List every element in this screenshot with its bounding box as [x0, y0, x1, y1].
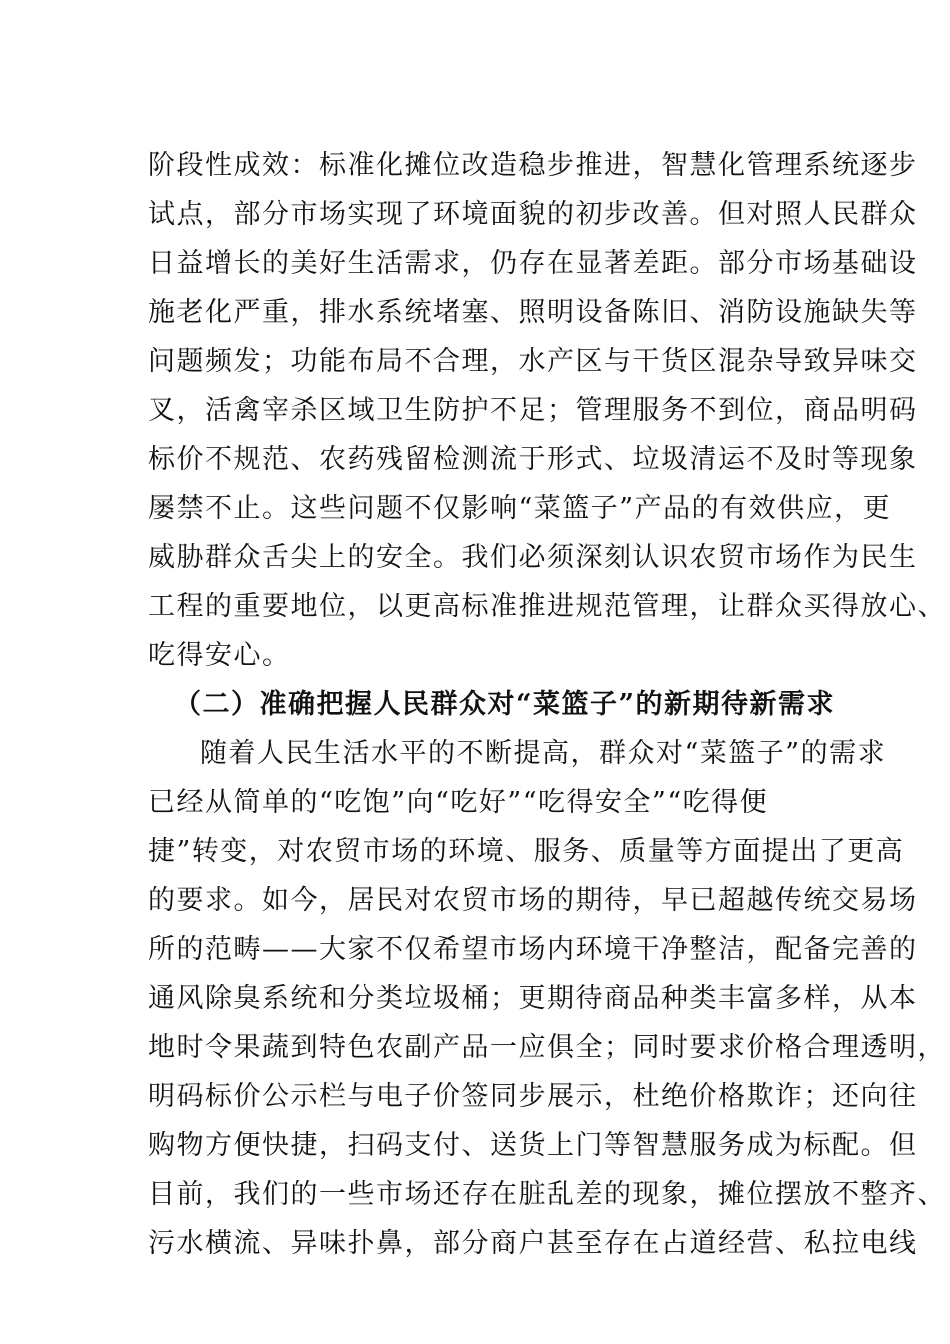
paragraph-line: 日益增长的美好生活需求，仍存在显著差距。部分市场基础设 [148, 248, 918, 279]
paragraph-line: 阶段性成效：标准化摊位改造稳步推进，智慧化管理系统逐步 [148, 150, 918, 181]
paragraph-line: 随着人民生活水平的不断提高，群众对“菜篮子”的需求 [200, 738, 887, 769]
paragraph-line: 屡禁不止。这些问题不仅影响“菜篮子”产品的有效供应，更 [148, 493, 892, 524]
paragraph-line: 污水横流、异味扑鼻，部分商户甚至存在占道经营、私拉电线 [148, 1228, 918, 1259]
paragraph-line: 问题频发；功能布局不合理，水产区与干货区混杂导致异味交 [148, 346, 918, 377]
paragraph-line: 标价不规范、农药残留检测流于形式、垃圾清运不及时等现象 [148, 444, 918, 475]
paragraph-line: 目前，我们的一些市场还存在脏乱差的现象，摊位摆放不整齐、 [148, 1179, 946, 1210]
paragraph-line: 购物方便快捷，扫码支付、送货上门等智慧服务成为标配。但 [148, 1130, 918, 1161]
paragraph-line: 明码标价公示栏与电子价签同步展示，杜绝价格欺诈；还向往 [148, 1081, 918, 1112]
paragraph-line: 的要求。如今，居民对农贸市场的期待，早已超越传统交易场 [148, 885, 918, 916]
paragraph-line: 叉，活禽宰杀区域卫生防护不足；管理服务不到位，商品明码 [148, 395, 918, 426]
paragraph-line: 威胁群众舌尖上的安全。我们必须深刻认识农贸市场作为民生 [148, 542, 918, 573]
paragraph-line: 地时令果蔬到特色农副产品一应俱全；同时要求价格合理透明， [148, 1032, 946, 1063]
paragraph-line: 吃得安心。 [148, 640, 291, 671]
paragraph-line: 捷”转变，对农贸市场的环境、服务、质量等方面提出了更高 [148, 836, 905, 867]
paragraph-line: 试点，部分市场实现了环境面貌的初步改善。但对照人民群众 [148, 199, 918, 230]
paragraph-line: 已经从简单的“吃饱”向“吃好”“吃得安全”“吃得便 [148, 787, 769, 818]
section-heading: （二）准确把握人民群众对“菜篮子”的新期待新需求 [174, 689, 836, 720]
paragraph-line: 工程的重要地位，以更高标准推进规范管理，让群众买得放心、 [148, 591, 946, 622]
paragraph-line: 施老化严重，排水系统堵塞、照明设备陈旧、消防设施缺失等 [148, 297, 918, 328]
paragraph-line: 通风除臭系统和分类垃圾桶；更期待商品种类丰富多样，从本 [148, 983, 918, 1014]
paragraph-line: 所的范畴——大家不仅希望市场内环境干净整洁，配备完善的 [148, 934, 918, 965]
